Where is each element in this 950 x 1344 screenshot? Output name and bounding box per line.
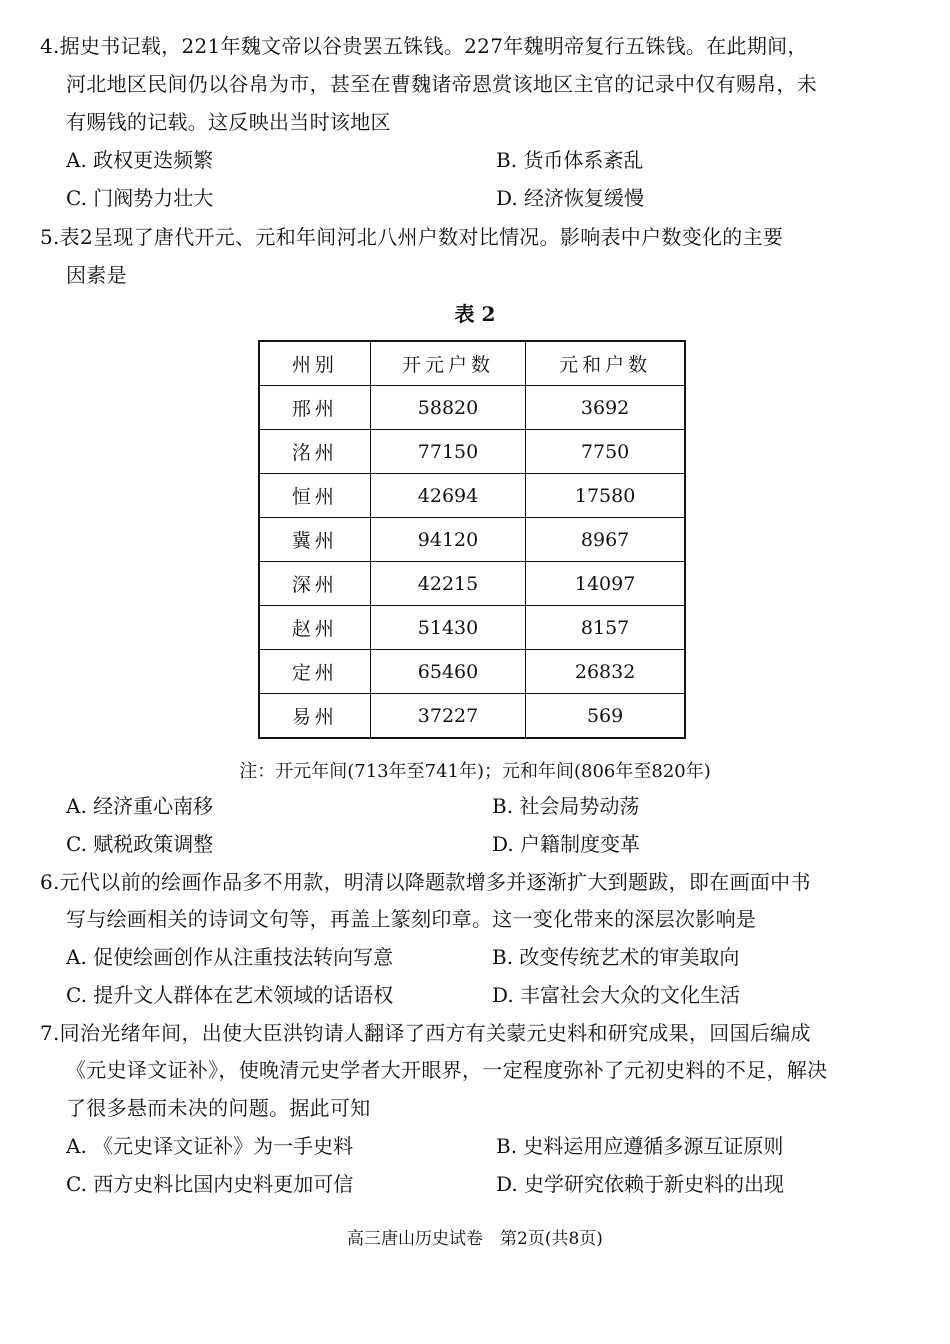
table-row [259,518,685,562]
header-prefecture: 州别 [259,341,370,386]
q4-option-c[interactable]: C. 门阀势力壮大 [66,186,214,210]
cell-prefecture: 洺州 [259,430,370,474]
cell-kaiyuan: 94120 [370,518,525,562]
cell-prefecture: 易州 [259,694,370,739]
table-header-row [259,341,685,386]
page-footer: 高三唐山历史试卷 第2页(共8页) [347,1229,603,1249]
q4-option-b[interactable]: B. 货币体系紊乱 [496,148,644,172]
q6-stem-line-2: 写与绘画相关的诗词文句等，再盖上篆刻印章。这一变化带来的深层次影响是 [66,907,757,931]
cell-yuanhe: 8157 [526,606,685,650]
cell-prefecture: 赵州 [259,606,370,650]
cell-prefecture: 冀州 [259,518,370,562]
cell-yuanhe: 569 [526,694,685,739]
household-table [258,340,686,739]
cell-kaiyuan: 65460 [370,650,525,694]
cell-kaiyuan: 42694 [370,474,525,518]
q7-option-b[interactable]: B. 史料运用应遵循多源互证原则 [496,1134,784,1158]
table-row [259,650,685,694]
q5-stem-line-2: 因素是 [66,263,127,287]
header-yuanhe: 元和户数 [526,341,685,386]
q4-stem-line-2: 河北地区民间仍以谷帛为市，甚至在曹魏诸帝恩赏该地区主官的记录中仅有赐帛，未 [66,72,818,96]
q5-option-a[interactable]: A. 经济重心南移 [66,794,214,818]
cell-yuanhe: 7750 [526,430,685,474]
q5-option-d[interactable]: D. 户籍制度变革 [492,832,641,856]
cell-kaiyuan: 37227 [370,694,525,739]
cell-kaiyuan: 51430 [370,606,525,650]
q7-option-a[interactable]: A. 《元史译文证补》为一手史料 [66,1134,354,1158]
q7-stem-line-2: 《元史译文证补》，使晚清元史学者大开眼界，一定程度弥补了元初史料的不足，解决 [66,1058,828,1082]
q7-option-c[interactable]: C. 西方史料比国内史料更加可信 [66,1172,354,1196]
cell-prefecture: 定州 [259,650,370,694]
table-row [259,562,685,606]
cell-yuanhe: 14097 [526,562,685,606]
q6-stem-line-1: 6.元代以前的绘画作品多不用款，明清以降题款增多并逐渐扩大到题跋，即在画面中书 [40,870,811,894]
cell-kaiyuan: 58820 [370,386,525,430]
table-row [259,430,685,474]
q4-option-d[interactable]: D. 经济恢复缓慢 [496,186,645,210]
cell-prefecture: 邢州 [259,386,370,430]
table-title: 表 2 [454,302,496,326]
q7-stem-line-1: 7.同治光绪年间，出使大臣洪钧请人翻译了西方有关蒙元史料和研究成果，回国后编成 [40,1021,811,1045]
q5-option-b[interactable]: B. 社会局势动荡 [492,794,640,818]
q4-stem-line-1: 4.据史书记载，221年魏文帝以谷贵罢五铢钱。227年魏明帝复行五铢钱。在此期间， [40,34,808,58]
table-row [259,606,685,650]
q6-option-c[interactable]: C. 提升文人群体在艺术领域的话语权 [66,983,394,1007]
table-row [259,386,685,430]
cell-kaiyuan: 42215 [370,562,525,606]
q6-option-b[interactable]: B. 改变传统艺术的审美取向 [492,945,740,969]
q5-stem-line-1: 5.表2呈现了唐代开元、元和年间河北八州户数对比情况。影响表中户数变化的主要 [40,225,784,249]
table-note: 注：开元年间(713年至741年)；元和年间(806年至820年) [239,761,711,782]
q4-stem-line-3: 有赐钱的记载。这反映出当时该地区 [66,110,391,134]
cell-yuanhe: 17580 [526,474,685,518]
q7-option-d[interactable]: D. 史学研究依赖于新史料的出现 [496,1172,785,1196]
cell-yuanhe: 26832 [526,650,685,694]
cell-yuanhe: 8967 [526,518,685,562]
cell-prefecture: 恒州 [259,474,370,518]
cell-kaiyuan: 77150 [370,430,525,474]
q5-option-c[interactable]: C. 赋税政策调整 [66,832,214,856]
q6-option-d[interactable]: D. 丰富社会大众的文化生活 [492,983,741,1007]
cell-prefecture: 深州 [259,562,370,606]
q7-stem-line-3: 了很多悬而未决的问题。据此可知 [66,1096,371,1120]
table-row [259,474,685,518]
header-kaiyuan: 开元户数 [370,341,525,386]
table-row [259,694,685,739]
q6-option-a[interactable]: A. 促使绘画创作从注重技法转向写意 [66,945,394,969]
cell-yuanhe: 3692 [526,386,685,430]
q4-option-a[interactable]: A. 政权更迭频繁 [66,148,214,172]
